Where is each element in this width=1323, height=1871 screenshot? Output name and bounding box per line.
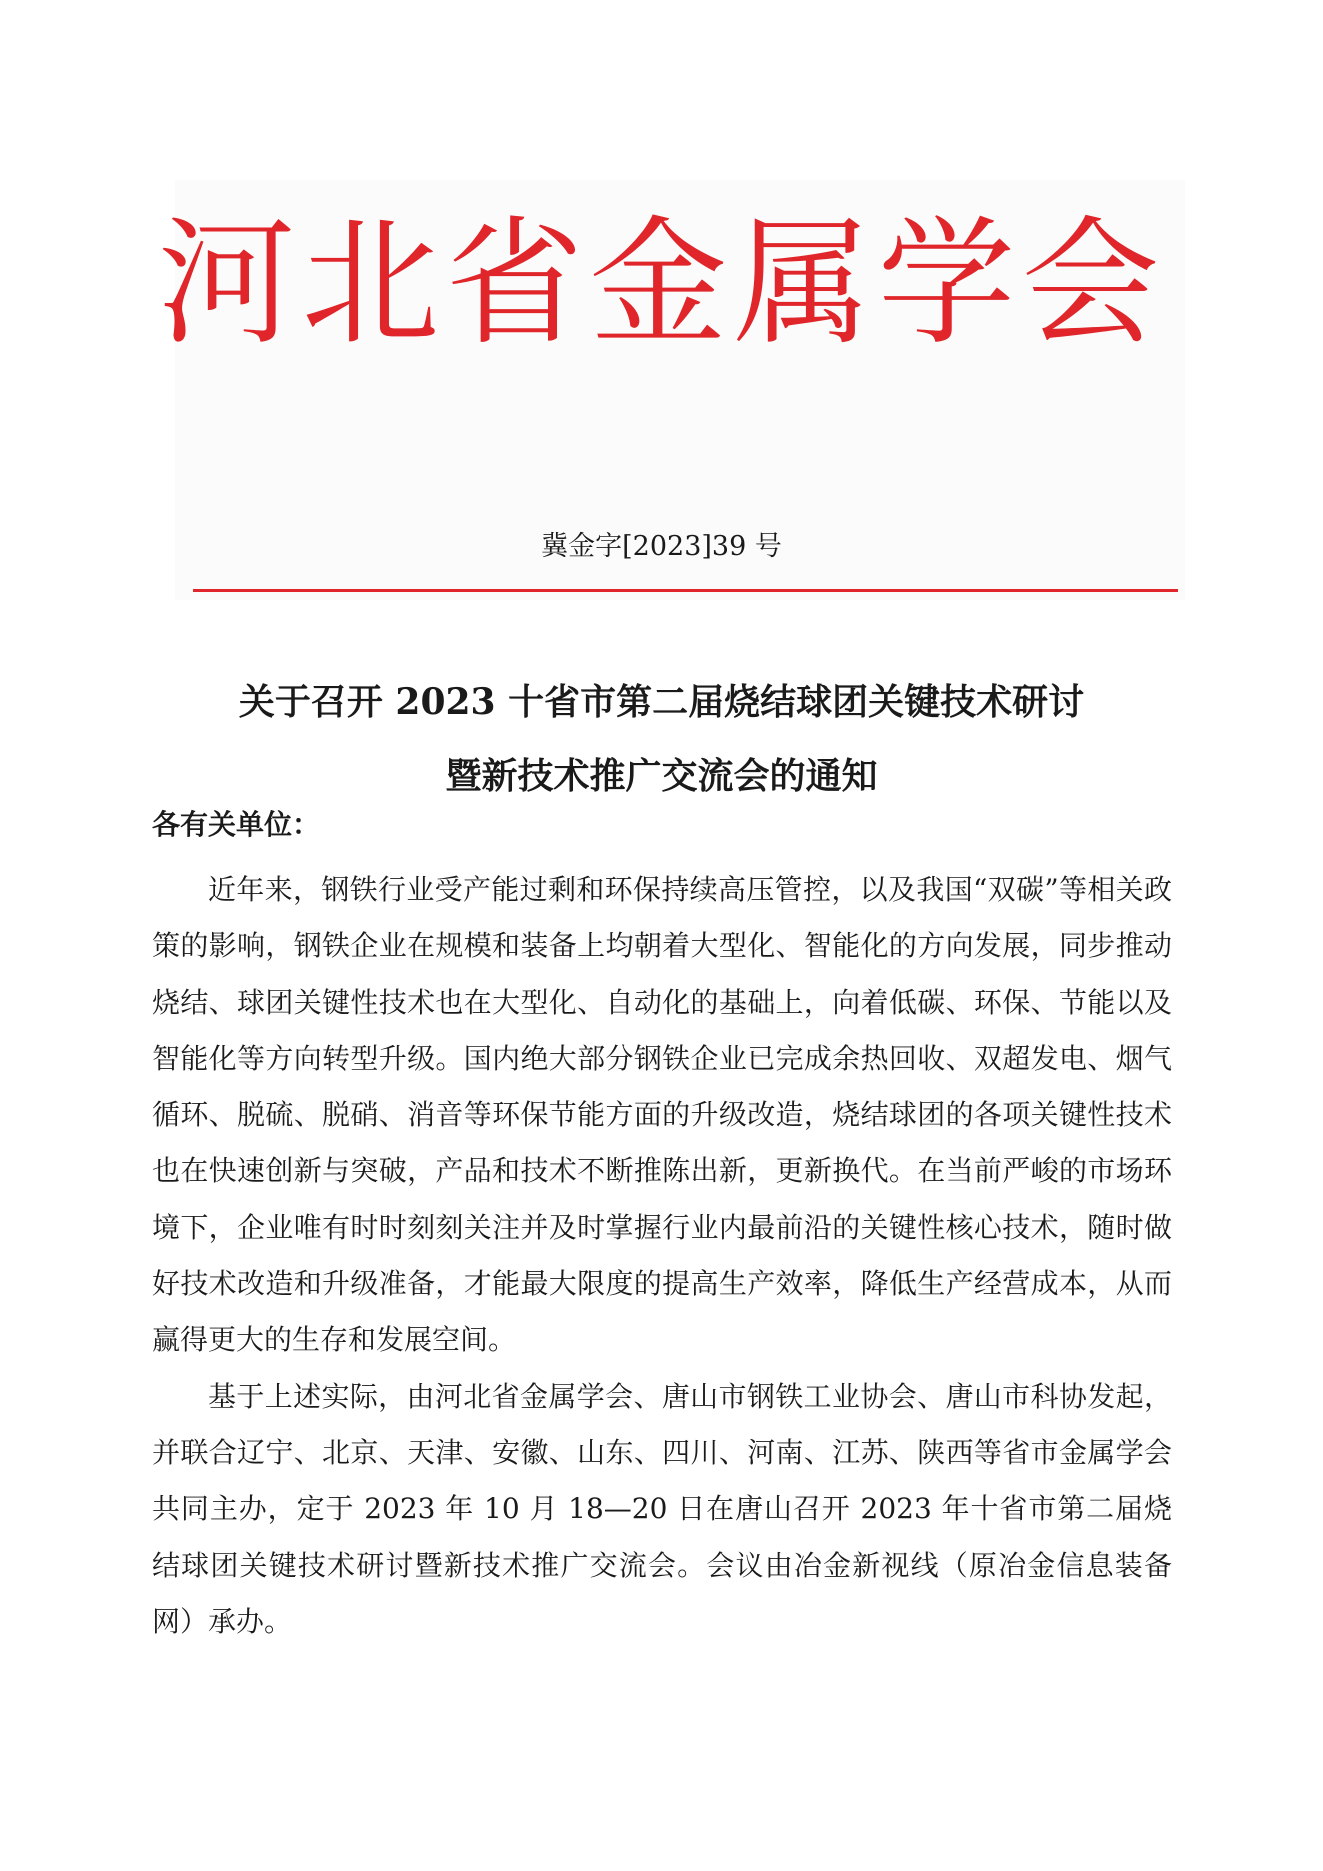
org-name-header: 河北省金属学会 [157,203,1166,364]
notice-title-line-2: 暨新技术推广交流会的通知 [445,755,878,797]
body-paragraph-2: 基于上述实际，由河北省金属学会、唐山市钢铁工业协会、唐山市科协发起，并联合辽宁、北京、天津、安徽、山东、四川、河南、江苏、陕西等省市金属学会共同主办，定于 2023 年 10 月 18—20 日在唐山召开 2023 年十省市第二届烧结球团关键技术研讨暨新技术推广交流会。会议由冶金新视线（原冶金信息装备网）承办。 [152,1379,1172,1638]
body-text [152,862,1172,1650]
body-paragraph-1: 近年来，钢铁行业受产能过剩和环保持续高压管控，以及我国“双碳”等相关政策的影响，钢铁企业在规模和装备上均朝着大型化、智能化的方向发展，同步推动烧结、球团关键性技术也在大型化、自动化的基础上，向着低碳、环保、节能以及智能化等方向转型升级。国内绝大部分钢铁企业已完成余热回收、双超发电、烟气循环、脱硫、脱硝、消音等环保节能方面的升级改造，烧结球团的各项关键性技术也在快速创新与突破，产品和技术不断推陈出新，更新换代。在当前严峻的市场环境下，企业唯有时时刻刻关注并及时掌握行业内最前沿的关键性核心技术，随时做好技术改造和升级准备，才能最大限度的提高生产效率，降低生产经营成本，从而赢得更大的生存和发展空间。 [152,873,1172,1357]
document-number: 冀金字[2023]39 号 [541,531,782,562]
red-divider [193,589,1178,592]
notice-title-line-1: 关于召开 2023 十省市第二届烧结球团关键技术研讨 [238,681,1085,723]
salutation: 各有关单位： [152,808,321,841]
notice-title [0,665,1323,813]
